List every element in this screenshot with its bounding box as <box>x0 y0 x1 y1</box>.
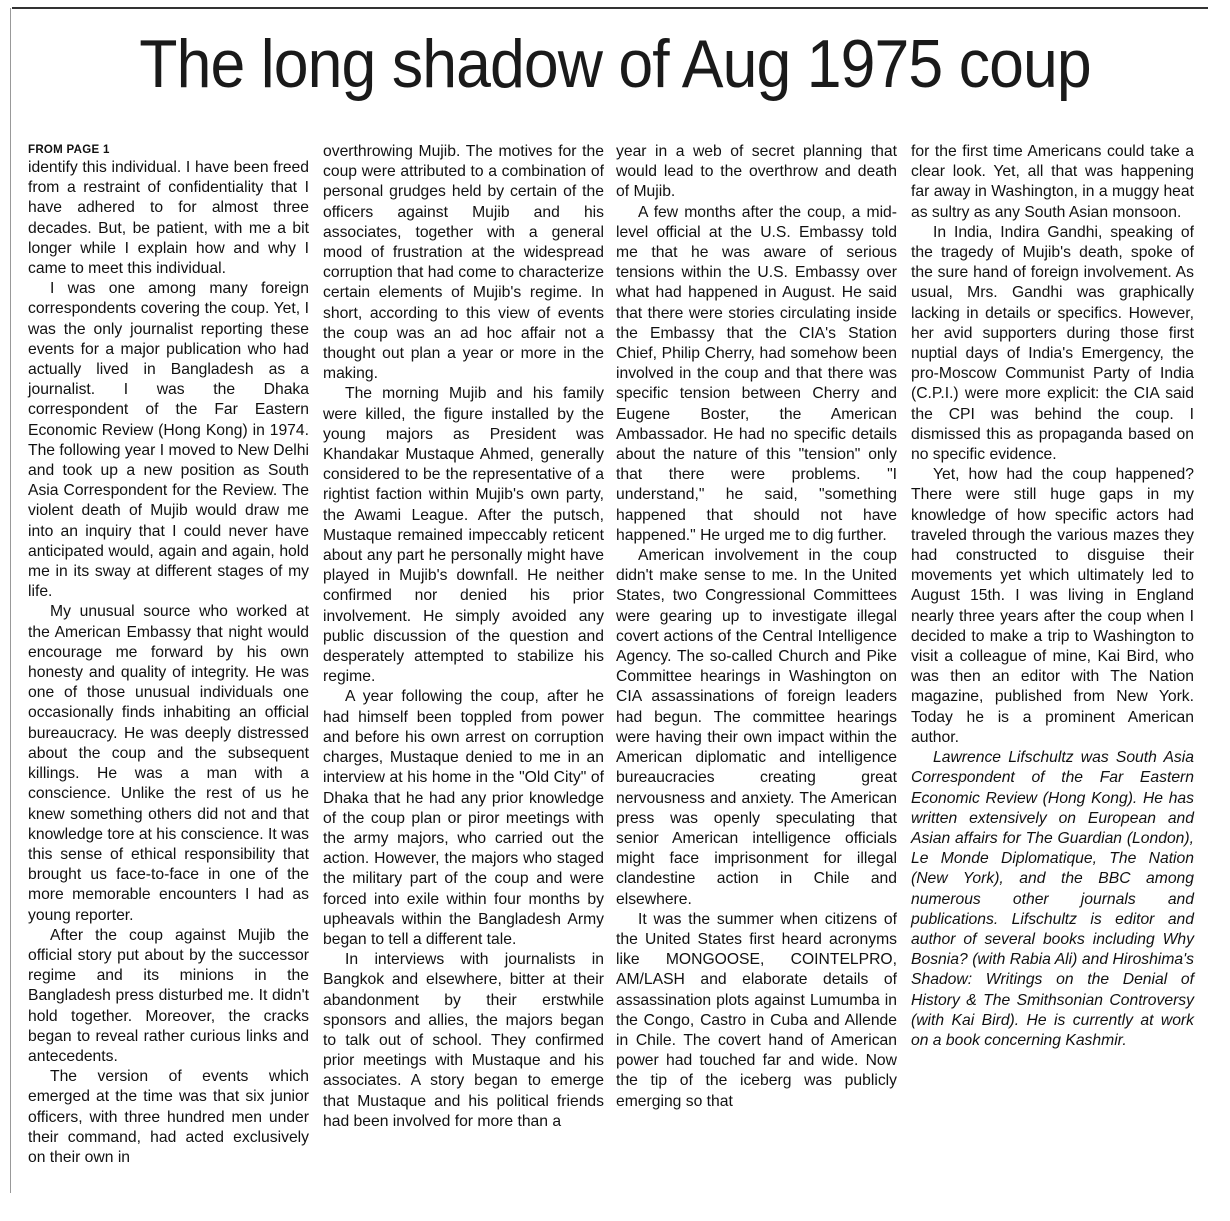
column-3 <box>610 142 903 1202</box>
paragraph: overthrowing Mujib. The motives for the coup were attributed to a combination of personal grudges held by certain of the officers against Mujib and his associates, together with a general mood of frustration at the widespread corruption that had come to characterize certain elements of Mujib's regime. In short, according to this view of events the coup was an ad hoc affair not a thought out plan a year or more in the making. <box>323 143 604 383</box>
paragraph: It was the summer when citizens of the United States first heard acronyms like MONGOOSE, COINTELPRO, AM/LASH and elaborate details of assassination plots against Lumumba in the Congo, Castro in Cuba and Allende in Chile. The covert hand of American power had touched far and wide. Now the tip of the iceberg was publicly emerging so that <box>616 910 897 1110</box>
paragraph: year in a web of secret planning that would lead to the overthrow and death of Mujib. <box>616 143 897 201</box>
paragraph: The version of events which emerged at the time was that six junior officers, with three hundred men under their command, had acted exclusively on their own in <box>28 1068 309 1166</box>
top-rule <box>12 7 1208 9</box>
paragraph: for the first time Americans could take a clear look. Yet, all that was happening far away in Washington, in a muggy heat as sultry as any South Asian monsoon. <box>911 143 1194 221</box>
author-bio: Lawrence Lifschultz was South Asia Correspondent of the Far Eastern Economic Review (Hong Kong). He has written extensively on European and Asian affairs for The Guardian (London), Le Monde Diplomatique, The Nation (New York), and the BBC among numerous other journals and publications. Lifschultz is editor and author of several books including Why Bosnia? (with Rabia Ali) and Hiroshima's Shadow: Writings on the Denial of History & The Smithsonian Controversy (with Kai Bird). He is currently at work on a book concerning Kashmir. <box>911 749 1194 1049</box>
paragraph: American involvement in the coup didn't make sense to me. In the United States, two Congressional Committees were gearing up to investigate illegal covert actions of the Central Intelligence Agency. The so-called Church and Pike Committee hearings in Washington on CIA assassinations of foreign leaders had begun. The committee hearings were having their own impact within the American diplomatic and intelligence bureaucracies creating great nervousness and anxiety. The American press was openly speculating that senior American intelligence officials might face imprisonment for illegal clandestine action in Chile and elsewhere. <box>616 547 897 908</box>
column-1 <box>24 142 317 1202</box>
paragraph: identify this individual. I have been freed from a restraint of confidentiality that I have adhered to for almost three decades. But, be patient, with me a bit longer while I explain how and why I came to meet this individual. <box>28 159 309 278</box>
paragraph: After the coup against Mujib the official story put about by the successor regime and its minions in the Bangladesh press disturbed me. It didn't hold together. Moreover, the cracks began to reveal rather curious links and antecedents. <box>28 926 309 1065</box>
paragraph: In interviews with journalists in Bangkok and elsewhere, bitter at their abandonment by their erstwhile sponsors and allies, the majors began to talk out of school. They confirmed prior meetings with Mustaque and his associates. A story began to emerge that Mustaque and his political friends had been involved for more than a <box>323 951 604 1130</box>
article-body <box>24 142 1196 1202</box>
paragraph: My unusual source who worked at the American Embassy that night would encourage me forward by his own honesty and quality of integrity. He was one of those unusual individuals one occasionally finds inhabiting an official bureaucracy. He was deeply distressed about the coup and the subsequent killings. He was a man with a conscience. Unlike the rest of us he knew something others did not and that knowledge tore at his conscience. It was this sense of ethical responsibility that brought us face-to-face in one of the more memorable encounters I had as young reporter. <box>28 603 309 924</box>
continued-from-kicker: FROM PAGE 1 <box>28 144 110 156</box>
column-4 <box>903 142 1196 1202</box>
paragraph: I was one among many foreign correspondents covering the coup. Yet, I was the only journalist reporting these events for a major publication who had actually lived in Bangladesh as a journalist. I was the Dhaka correspondent of the Far Eastern Economic Review (Hong Kong) in 1974. The following year I moved to New Delhi and took up a new position as South Asia Correspondent for the Review. The violent death of Mujib would draw me into an inquiry that I could never have anticipated would, again and again, hold me in its sway at different stages of my life. <box>28 280 309 601</box>
paragraph: The morning Mujib and his family were killed, the figure installed by the young majors as President was Khandakar Mustaque Ahmed, generally considered to be the representative of a rightist faction within Mujib's own party, the Awami League. After the putsch, Mustaque remained impeccably reticent about any part he personally might have played in Mujib's downfall. He neither confirmed nor denied his prior involvement. He simply avoided any public discussion of the question and desperately attempted to stabilize his regime. <box>323 385 604 686</box>
paragraph: Yet, how had the coup happened? There were still huge gaps in my knowledge of how specific actors had traveled through the various mazes they had constructed to disguise their movements yet which ultimately led to August 15th. I was living in England nearly three years after the coup when I decided to make a trip to Washington to visit a colleague of mine, Kai Bird, who was then an editor with The Nation magazine, published from New York. Today he is a prominent American author. <box>911 466 1194 746</box>
headline: The long shadow of Aug 1975 coup <box>139 26 1091 102</box>
paragraph: A few months after the coup, a mid-level official at the U.S. Embassy told me that he was aware of serious tensions within the U.S. Embassy over what had happened in August. He said that there were stories circulating inside the Embassy that the CIA's Station Chief, Philip Cherry, had somehow been involved in the coup and that there was specific tension between Cherry and Eugene Boster, the American Ambassador. He had no specific details about the nature of this "tension" only that there were problems. "I understand," he said, "something happened that should not have happened." He urged me to dig further. <box>616 203 897 544</box>
paragraph: In India, Indira Gandhi, speaking of the tragedy of Mujib's death, spoke of the sure hand of foreign involvement. As usual, Mrs. Gandhi was graphically lacking in details or specifics. However, her avid supporters during those first nuptial days of India's Emergency, the pro-Moscow Communist Party of India (C.P.I.) were more explicit: the CIA said the CPI was behind the coup. I dismissed this as propaganda based on no specific evidence. <box>911 223 1194 464</box>
column-2 <box>317 142 610 1202</box>
left-margin-rule <box>10 8 11 1193</box>
paragraph: A year following the coup, after he had himself been toppled from power and before his own arrest on corruption charges, Mustaque denied to me in an interview at his home in the "Old City" of Dhaka that he had any prior knowledge of the coup plan or piror meetings with the army majors, who carried out the action. However, the majors who staged the military part of the coup and were forced into exile within four months by upheavals within the Bangladesh Army began to tell a different tale. <box>323 688 604 948</box>
